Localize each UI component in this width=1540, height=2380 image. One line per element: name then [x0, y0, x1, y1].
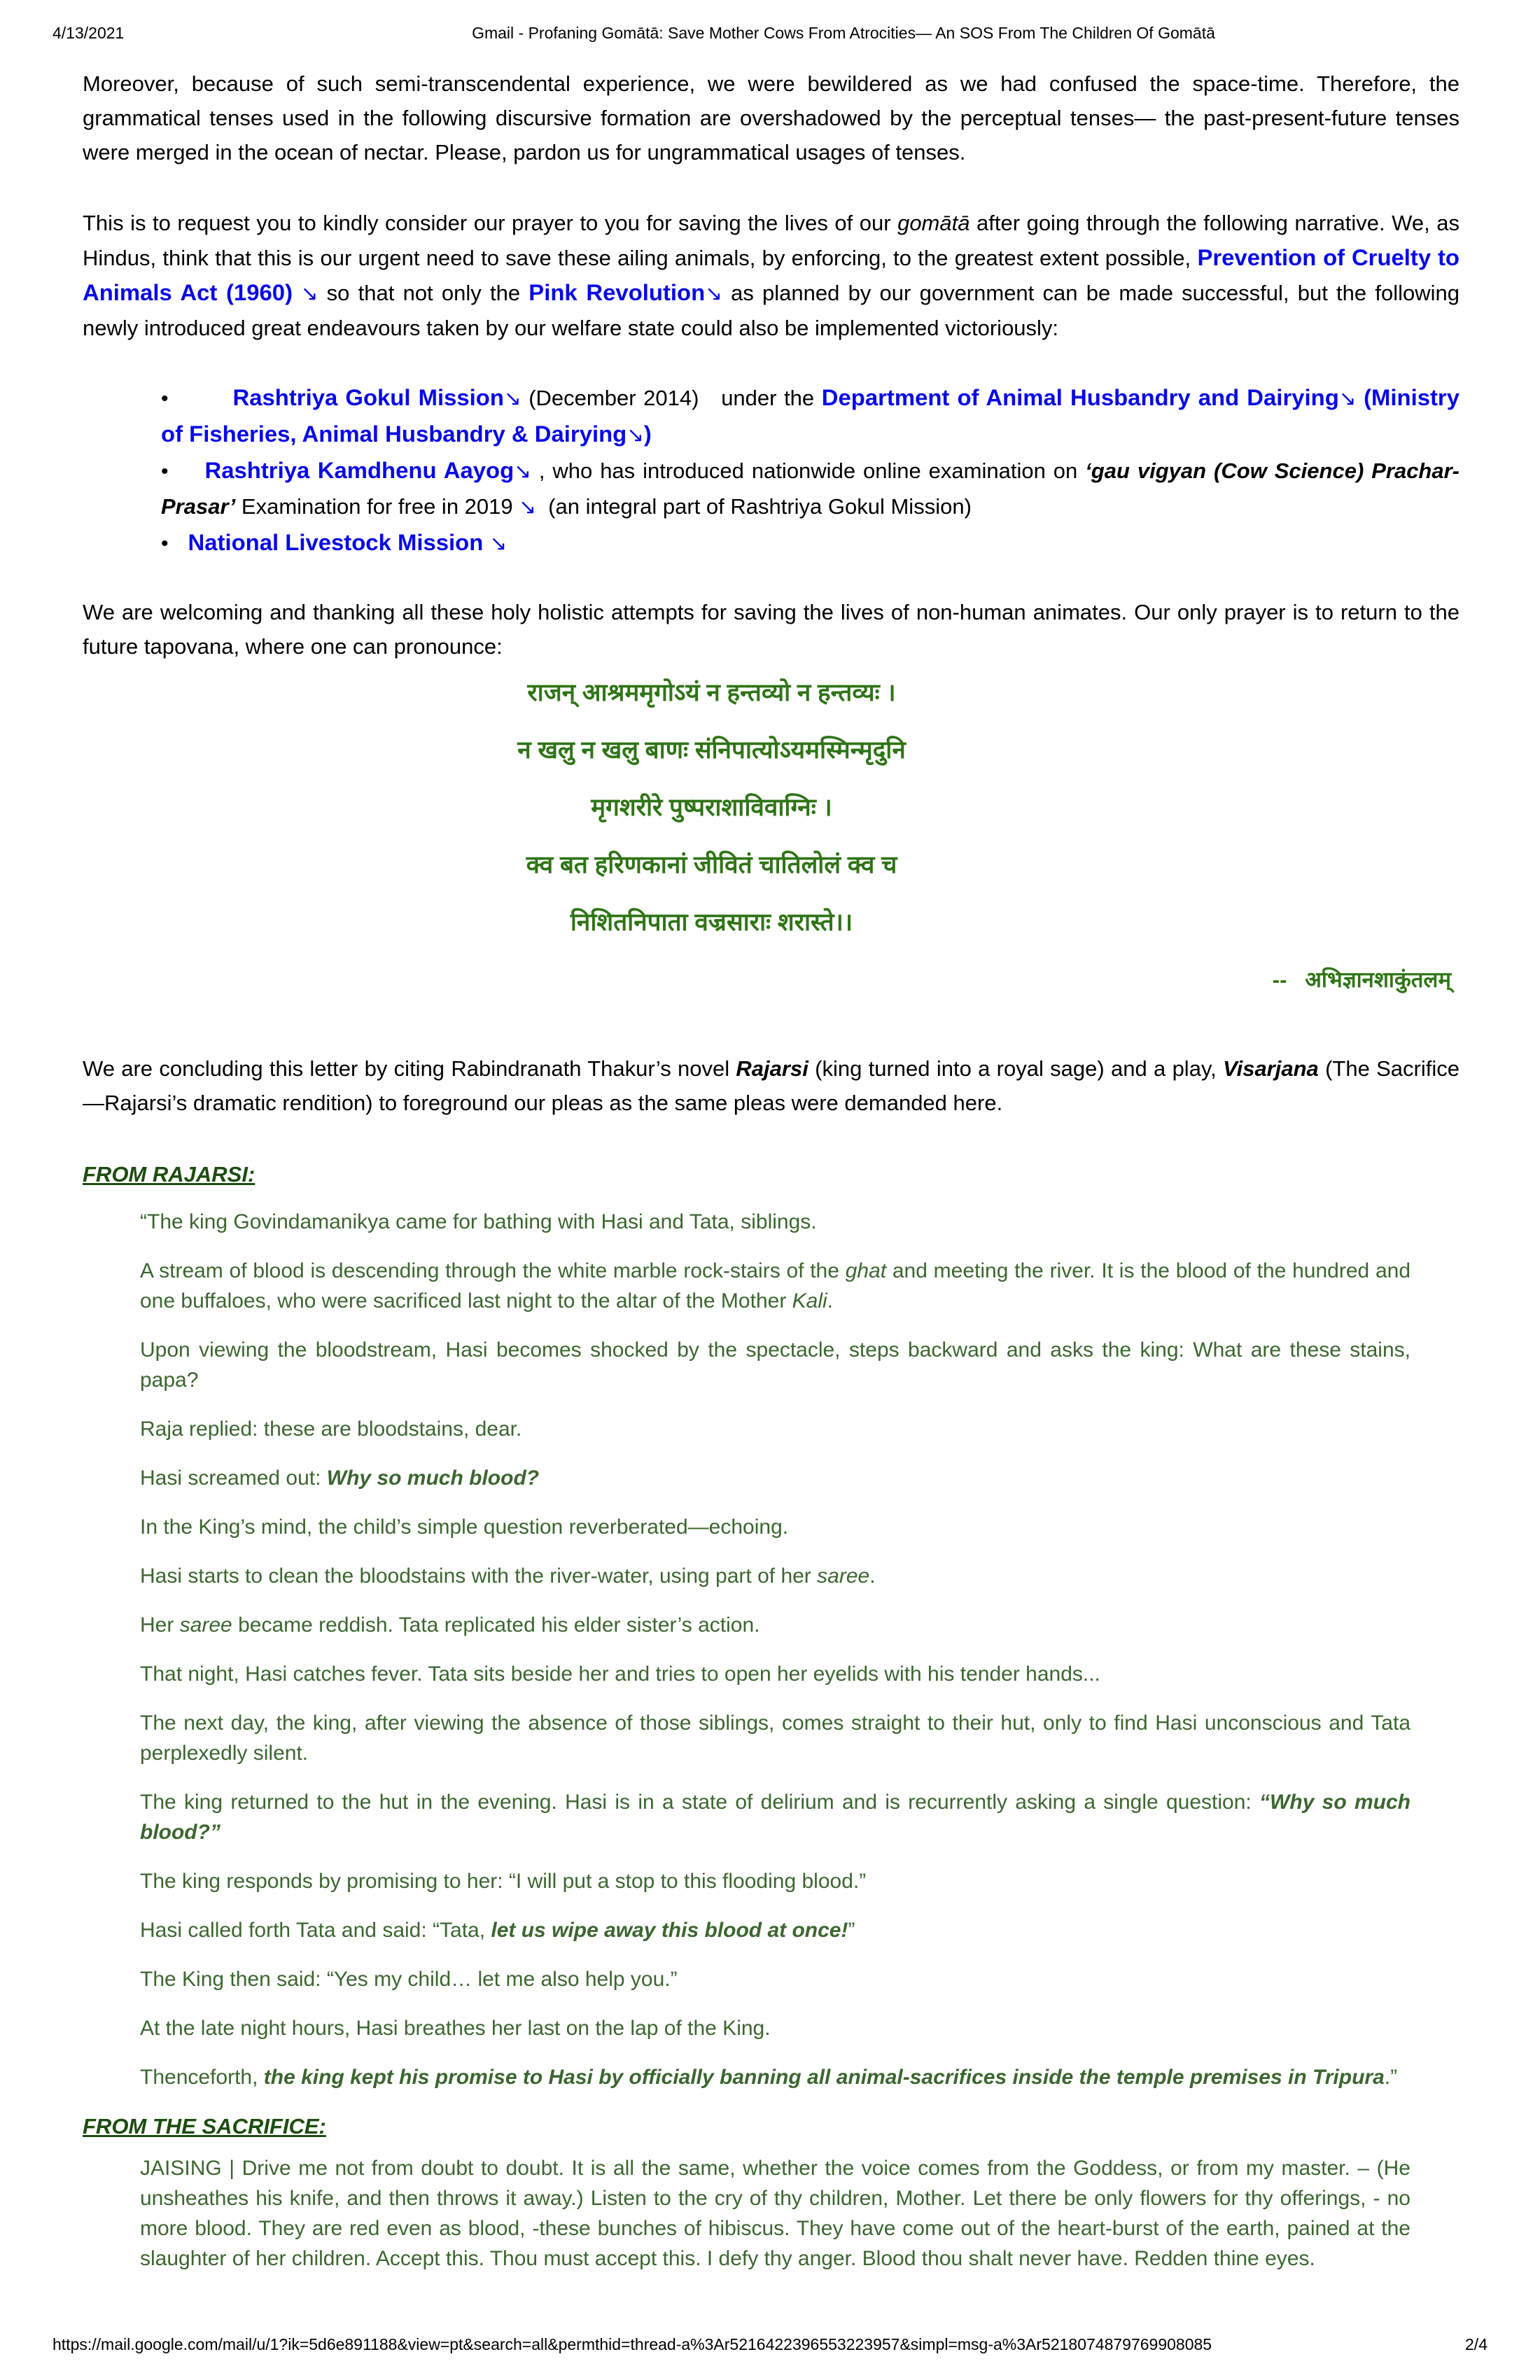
text-run: and meeting the river. It is the blood of the hundred and one buffaloes, who were sacrificed last night to the altar of the Mother — [140, 1259, 1411, 1312]
text-run: gomātā — [897, 211, 970, 235]
sanskrit-verse-line: निशितनिपाता वज्रसाराः शरास्ते।। — [570, 909, 853, 936]
external-link-arrow-icon: ↘ — [1338, 387, 1357, 410]
narrative-paragraph — [140, 1335, 1410, 1395]
narrative-paragraph — [140, 1915, 1410, 1945]
narrative-paragraph — [140, 2062, 1410, 2092]
text-run: Hasi starts to clean the bloodstains with the river-water, using part of her — [140, 1564, 818, 1588]
text-run: (December 2014) under the — [521, 386, 822, 410]
text-run: , who has introduced nationwide online examination on — [531, 458, 1086, 483]
narrative-paragraph — [140, 1463, 1410, 1493]
text-run: Rajarsi — [736, 1056, 808, 1081]
external-link-arrow-icon: ↘ — [514, 460, 531, 483]
text-run: saree — [179, 1614, 232, 1637]
narrative-paragraph — [140, 1414, 1410, 1444]
text-run: That night, Hasi catches fever. Tata sits beside her and tries to open her eyelids with his tender hands... — [140, 1662, 1100, 1686]
section-heading-from-the-sacrifice: FROM THE SACRIFICE: — [83, 2114, 326, 2138]
welcome-paragraph — [83, 595, 1460, 664]
text-run: . — [869, 1564, 876, 1588]
text-run: ” — [848, 1919, 855, 1942]
narrative-paragraph — [140, 2013, 1410, 2043]
external-link-arrow-icon: ↘ — [293, 282, 318, 305]
narrative-paragraph — [140, 1787, 1410, 1847]
text-run — [1356, 386, 1364, 410]
source-url: https://mail.google.com/mail/u/1?ik=5d6e891188&view=pt&search=all&permthid=thread-a%3Ar5216422396553223957&simpl=msg-a%3Ar5218074879769908085 — [52, 2335, 1212, 2353]
text-run: Hasi screamed out: — [140, 1466, 327, 1490]
narrative-paragraph — [140, 2153, 1410, 2274]
text-run: became reddish. Tata replicated his elder sister’s action. — [232, 1614, 760, 1637]
verse-attribution: -- अभिज्ञानशाकुंतलम् — [1272, 967, 1451, 992]
page-number: 2/4 — [1465, 2335, 1488, 2353]
narrative-paragraph — [140, 1866, 1410, 1896]
narrative-paragraph — [140, 1708, 1410, 1768]
text-run: The king returned to the hut in the evening. Hasi is in a state of delirium and is recurrently asking a single question: — [140, 1791, 1260, 1814]
text-run: Thenceforth, — [140, 2066, 264, 2089]
print-footer — [52, 2335, 1488, 2354]
text-run: let us wipe away this blood at once! — [491, 1919, 848, 1942]
text-run: ‘gau vigyan (Cow Science) Prachar-Prasar’ — [161, 458, 1460, 519]
external-link-arrow-icon: ↘ — [705, 282, 722, 305]
link[interactable]: ) — [643, 421, 652, 447]
sacrifice-narrative — [140, 2153, 1410, 2274]
external-link-arrow-icon: ↘ — [626, 424, 644, 447]
text-run: A stream of blood is descending through the white marble rock-stairs of the — [140, 1259, 846, 1282]
text-run: We are concluding this letter by citing Rabindranath Thakur’s novel — [83, 1056, 736, 1081]
link[interactable]: National Livestock Mission — [188, 529, 490, 555]
sanskrit-verse-line: न खलु न खलु बाणः संनिपात्योऽयमस्मिन्मृदुनि — [517, 736, 906, 764]
sanskrit-verse-block — [83, 678, 1340, 938]
text-run: “Why so much blood?” — [140, 1791, 1410, 1844]
text-run: We are welcoming and thanking all these holy holistic attempts for saving the lives of non-human animates. Our only prayer is to return to the future tapovana, where one can pronounce: — [83, 600, 1460, 659]
sanskrit-verse-line: राजन् आश्रममृगोऽयं न हन्तव्यो न हन्तव्यः । — [527, 679, 896, 706]
narrative-paragraph — [140, 1659, 1410, 1689]
text-run: Examination for free in 2019 — [235, 494, 519, 519]
text-run: so that not only the — [318, 281, 529, 305]
sanskrit-verse-line: क्व बत हरिणकानां जीवितं चातिलोलं क्व च — [526, 851, 897, 878]
link[interactable]: Pink Revolution — [528, 279, 706, 305]
text-run: the king kept his promise to Hasi by officially banning all animal-sacrifices inside the temple premises in Tripura — [263, 2066, 1385, 2089]
text-run: ghat — [845, 1259, 887, 1282]
text-run: (an integral part of Rashtriya Gokul Mission) — [536, 494, 972, 519]
letter-body — [83, 66, 1460, 2292]
text-run: Kali — [792, 1289, 827, 1312]
external-link-arrow-icon: ↘ — [489, 532, 507, 555]
text-run: Moreover, because of such semi-transcendental experience, we were bewildered as we had confused the space-time. Therefore, the grammatical tenses used in the following discursive formation are overshadowed by the perceptual tenses— the past-present-future tenses were merged in the ocean of nectar. Please, pardon us for ungrammatical usages of tenses. — [83, 71, 1460, 164]
bullet-text — [188, 531, 507, 555]
text-run: The king responds by promising to her: “I will put a stop to this flooding blood.” — [140, 1870, 867, 1893]
text-run: “The king Govindamanikya came for bathing with Hasi and Tata, siblings. — [140, 1210, 817, 1233]
text-run: Visarjana — [1223, 1056, 1319, 1081]
text-run: In the King’s mind, the child’s simple question reverberated—echoing. — [140, 1516, 789, 1539]
narrative-paragraph — [140, 1610, 1410, 1640]
missions-bullet-list — [161, 380, 1460, 561]
text-run: as planned by our government can be made successful, but the following newly introduced great endeavours taken by our welfare state could also be implemented victoriously: — [83, 281, 1460, 340]
bullet-icon: • — [161, 387, 169, 410]
print-date: 4/13/2021 — [52, 24, 125, 42]
text-run: saree — [817, 1564, 870, 1588]
text-run: Her — [140, 1614, 180, 1637]
intro-paragraph-2 — [83, 206, 1460, 345]
text-run: (king turned into a royal sage) and a play, — [808, 1056, 1224, 1081]
link[interactable]: (Ministry of Fisheries, Animal Husbandry & Dairying — [161, 384, 1460, 447]
link[interactable]: Rashtriya Kamdhenu Aayog — [204, 457, 514, 483]
rajarsi-narrative — [140, 1207, 1410, 2092]
narrative-paragraph — [140, 1256, 1410, 1316]
text-run: (The Sacrifice—Rajarsi’s dramatic rendition) to foreground our pleas as the same pleas were demanded here. — [83, 1056, 1460, 1115]
section-heading-from-rajarsi: FROM RAJARSI: — [83, 1162, 255, 1186]
bullet-icon: • — [161, 532, 169, 555]
list-item-rashtriya-gokul-mission — [161, 380, 1460, 453]
document-title: Gmail - Profaning Gomātā: Save Mother Cows From Atrocities— An SOS From The Children Of Gomātā — [472, 24, 1215, 42]
text-run: Raja replied: these are bloodstains, dear. — [140, 1418, 522, 1441]
sanskrit-verse-line: मृगशरीरे पुष्पराशाविवाग्निः । — [591, 794, 832, 821]
text-run: .” — [1384, 2066, 1398, 2089]
narrative-paragraph — [140, 1512, 1410, 1542]
narrative-paragraph — [140, 1561, 1410, 1591]
text-run: This is to request you to kindly consider our prayer to you for saving the lives of our — [83, 211, 898, 235]
text-run: Hasi called forth Tata and said: “Tata, — [140, 1919, 491, 1942]
link[interactable]: Rashtriya Gokul Mission — [232, 384, 504, 410]
narrative-paragraph — [140, 1207, 1410, 1237]
text-run: Why so much blood? — [326, 1466, 540, 1490]
link[interactable]: Prevention of Cruelty to Animals Act (1960) — [83, 244, 1460, 305]
external-link-arrow-icon: ↘ — [519, 496, 536, 519]
text-run: . — [827, 1289, 834, 1312]
text-run: At the late night hours, Hasi breathes her last on the lap of the King. — [140, 2017, 771, 2040]
text-run: Upon viewing the bloodstream, Hasi becomes shocked by the spectacle, steps backward and asks the king: What are these stains, papa? — [140, 1338, 1410, 1392]
list-item-national-livestock-mission — [161, 525, 1460, 561]
text-run: JAISING | Drive me not from doubt to doubt. It is all the same, whether the voice comes from the Goddess, or from my master. – (He unsheathes his knife, and then throws it away.) Listen to the cry of thy children, Mother. Let there be only flowers for thy offerings, - no more blood. They are red even as blood, -these bunches of hibiscus. They have come out of the heart-burst of the earth, pained at the slaughter of her children. Accept this. Thou must accept this. I defy thy anger. Blood thou shalt never have. Redden thine eyes. — [140, 2157, 1410, 2270]
external-link-arrow-icon: ↘ — [503, 387, 522, 410]
bullet-text — [161, 386, 1460, 447]
concluding-paragraph — [83, 1051, 1460, 1120]
text-run: after going through the following narrative. We, as Hindus, think that this is our urgent need to save these ailing animals, by enforcing, to the greatest extent possible, — [83, 211, 1460, 270]
print-header — [52, 24, 1488, 43]
narrative-paragraph — [140, 1964, 1410, 1994]
bullet-text — [161, 458, 1460, 519]
bullet-icon: • — [161, 460, 169, 483]
intro-paragraph-1 — [83, 66, 1460, 169]
link[interactable]: Department of Animal Husbandry and Dairying — [821, 384, 1339, 410]
text-run: The next day, the king, after viewing the absence of those siblings, comes straight to their hut, only to find Hasi unconscious and Tata perplexedly silent. — [140, 1712, 1410, 1765]
text-run: The King then said: “Yes my child… let me also help you.” — [140, 1968, 678, 1991]
list-item-rashtriya-kamdhenu-aayog — [161, 453, 1460, 525]
